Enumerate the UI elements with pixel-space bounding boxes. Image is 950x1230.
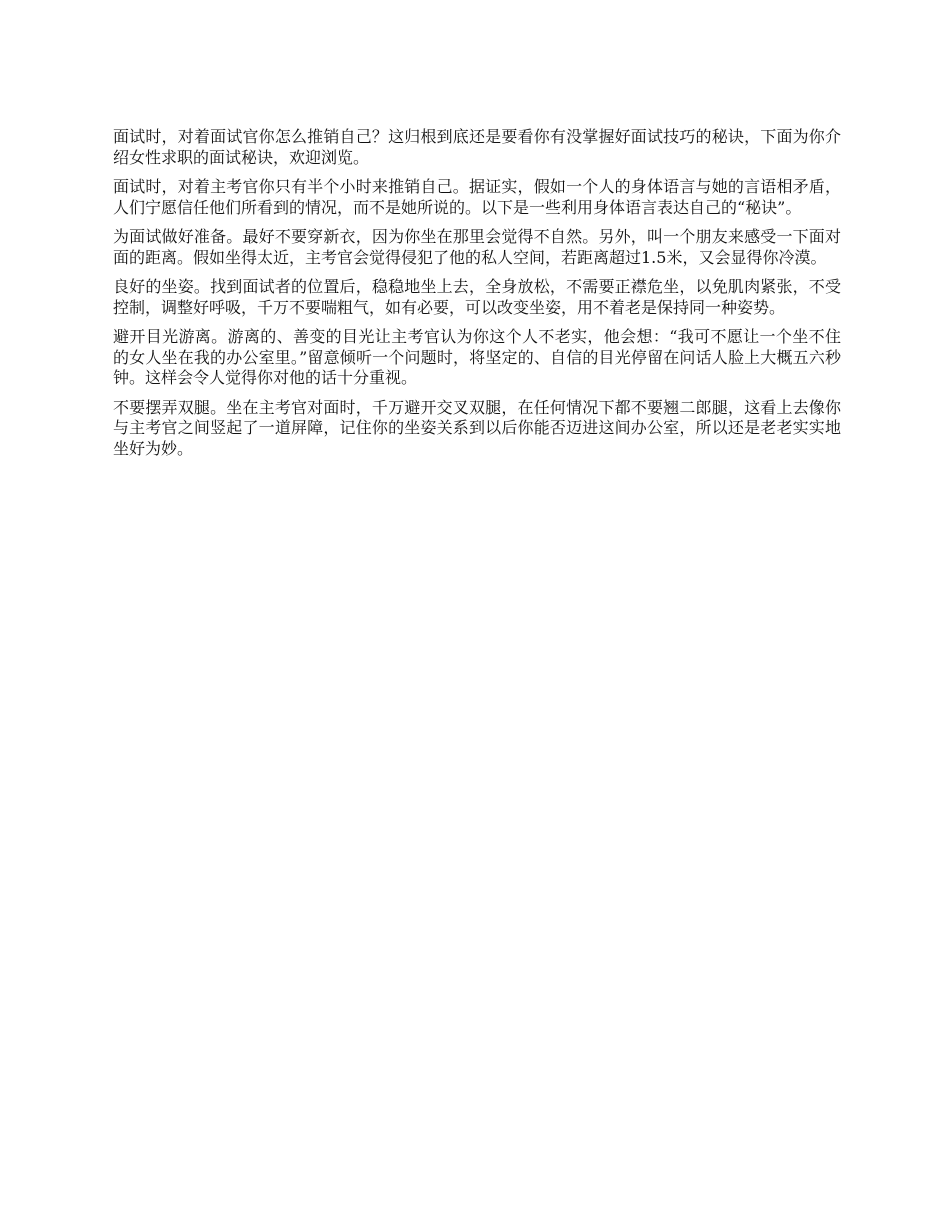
paragraph-body-language: 面试时，对着主考官你只有半个小时来推销自己。据证实，假如一个人的身体语言与她的言语相矛盾，人们宁愿信任他们所看到的情况，而不是她所说的。以下是一些利用身体语言表达自己的“秘诀”。 <box>113 177 841 217</box>
paragraph-intro: 面试时，对着面试官你怎么推销自己？这归根到底还是要看你有没掌握好面试技巧的秘诀，下面为你介绍女性求职的面试秘诀，欢迎浏览。 <box>113 127 841 167</box>
paragraph-legs: 不要摆弄双腿。坐在主考官对面时，千万避开交叉双腿，在任何情况下都不要翘二郎腿，这看上去像你与主考官之间竖起了一道屏障，记住你的坐姿关系到以后你能否迈进这间办公室，所以还是老老实实地坐好为妙。 <box>113 397 841 458</box>
paragraph-eye-contact: 避开目光游离。游离的、善变的目光让主考官认为你这个人不老实，他会想：“我可不愿让一个坐不住的女人坐在我的办公室里。”留意倾听一个问题时，将坚定的、自信的目光停留在问话人脸上大概五六秒钟。这样会令人觉得你对他的话十分重视。 <box>113 327 841 387</box>
paragraph-preparation: 为面试做好准备。最好不要穿新衣，因为你坐在那里会觉得不自然。另外，叫一个朋友来感受一下面对面的距离。假如坐得太近，主考官会觉得侵犯了他的私人空间，若距离超过1.5米，又会显得你冷漠。 <box>113 227 841 267</box>
paragraph-sitting-posture: 良好的坐姿。找到面试者的位置后，稳稳地坐上去，全身放松，不需要正襟危坐，以免肌肉紧张，不受控制，调整好呼吸，千万不要喘粗气，如有必要，可以改变坐姿，用不着老是保持同一种姿势。 <box>113 277 841 317</box>
document-body <box>113 127 841 468</box>
